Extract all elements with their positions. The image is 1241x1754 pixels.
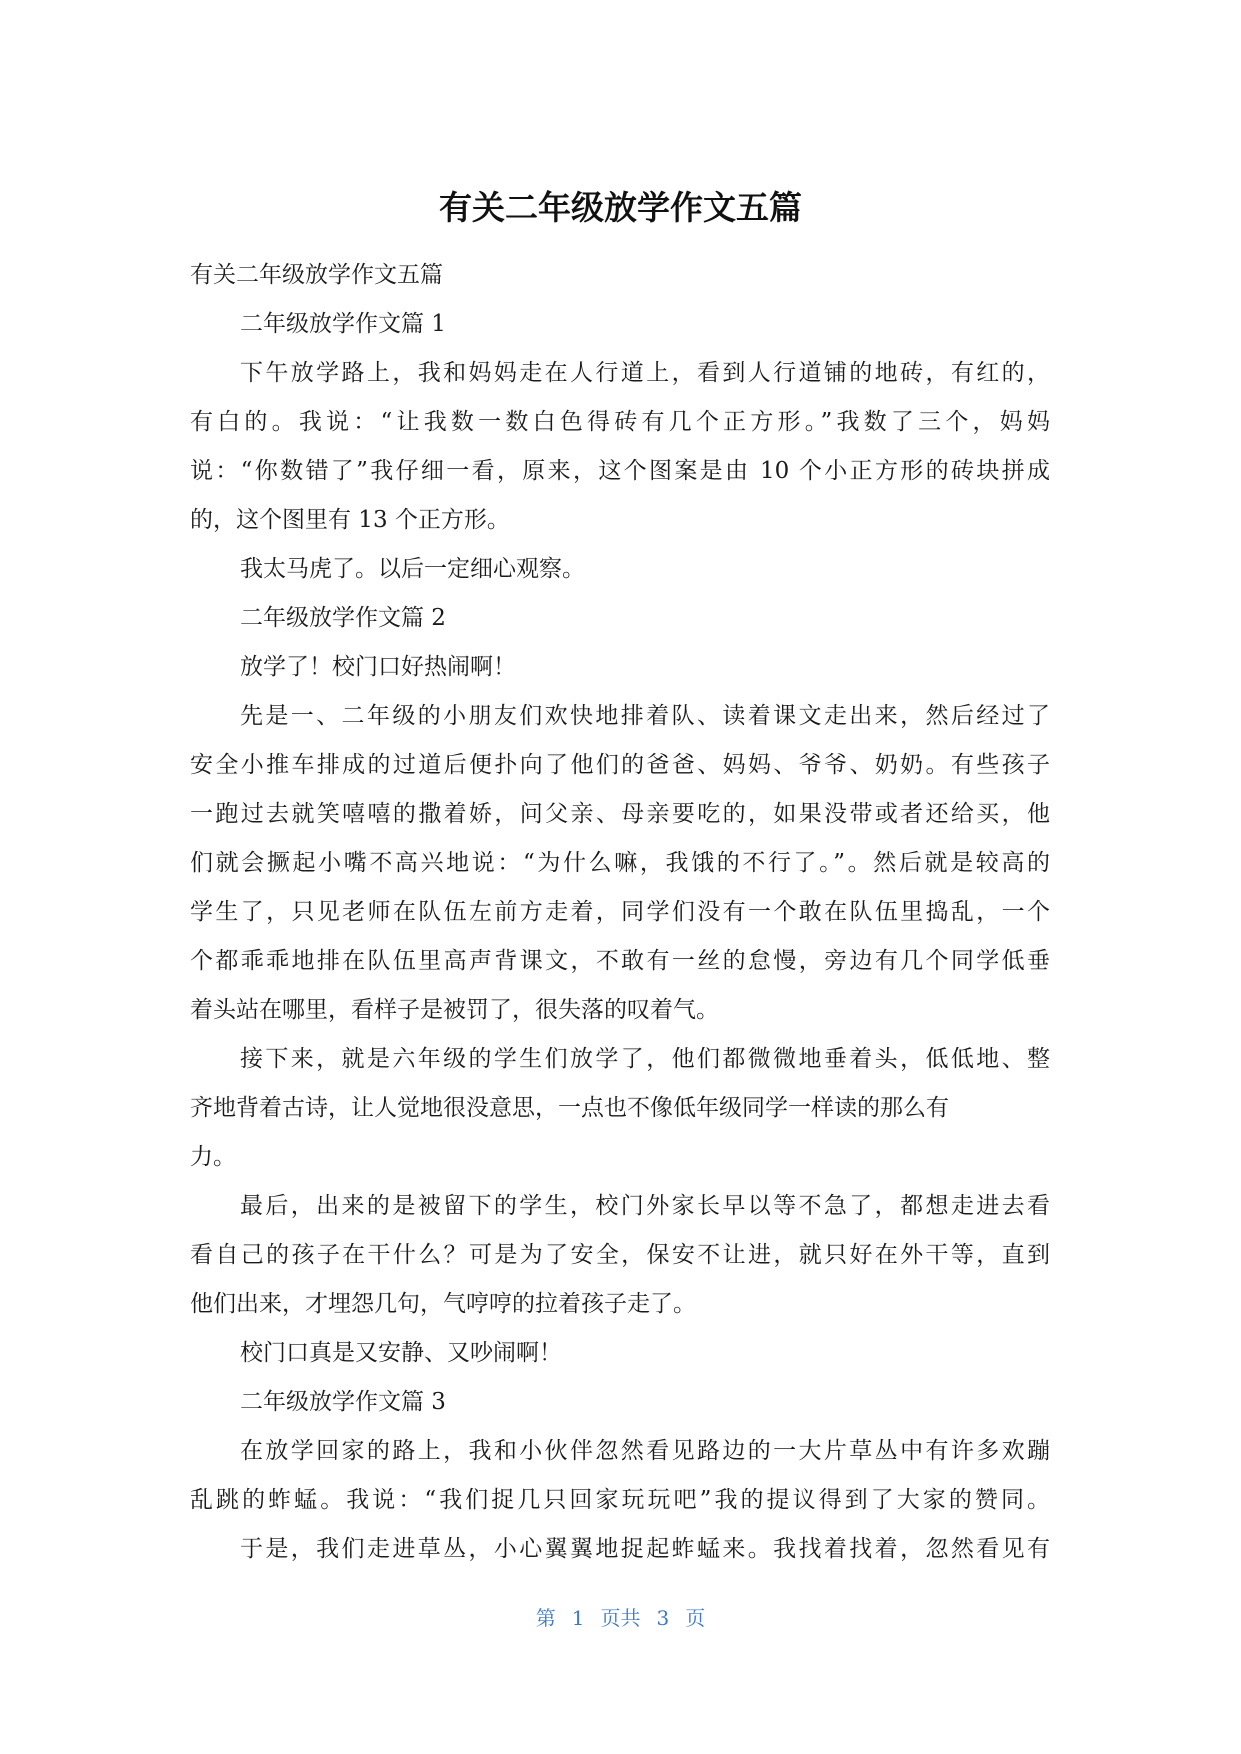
footer-page-label: 第 [535, 1606, 556, 1630]
text-line: 在放学回家的路上，我和小伙伴忽然看见路边的一大片草丛中有许多欢蹦 [240, 1438, 1050, 1464]
text-line: 安全小推车排成的过道后便扑向了他们的爸爸、妈妈、爷爷、奶奶。有些孩子 [190, 752, 1050, 778]
text-line: 看自己的孩子在干什么？可是为了安全，保安不让进，就只好在外干等，直到 [190, 1242, 1050, 1268]
text-line: 下午放学路上，我和妈妈走在人行道上，看到人行道铺的地砖，有红的， [240, 360, 1050, 386]
footer-page-number: 1 [571, 1606, 585, 1630]
text-line: 我太马虎了。以后一定细心观察。 [240, 556, 585, 582]
text-line: 乱跳的蚱蜢。我说：“我们捉几只回家玩玩吧”我的提议得到了大家的赞同。 [190, 1487, 1050, 1513]
text-line: 于是，我们走进草丛，小心翼翼地捉起蚱蜢来。我找着找着，忽然看见有 [240, 1536, 1050, 1562]
text-line: 们就会撅起小嘴不高兴地说：“为什么嘛，我饿的不行了。”。然后就是较高的 [190, 850, 1050, 876]
text-line: 的，这个图里有 13 个正方形。 [190, 507, 510, 533]
text-line: 二年级放学作文篇 3 [240, 1389, 446, 1415]
text-line: 学生了，只见老师在队伍左前方走着，同学们没有一个敢在队伍里捣乱，一个 [190, 899, 1050, 925]
text-line: 着头站在哪里，看样子是被罚了，很失落的叹着气。 [190, 997, 719, 1023]
text-line: 接下来，就是六年级的学生们放学了，他们都微微地垂着头，低低地、整 [240, 1046, 1050, 1072]
text-line: 二年级放学作文篇 1 [240, 311, 446, 337]
footer-total-pages: 3 [656, 1606, 670, 1630]
text-line: 有关二年级放学作文五篇 [190, 262, 443, 288]
document-title: 有关二年级放学作文五篇 [439, 188, 802, 227]
text-line: 二年级放学作文篇 2 [240, 605, 446, 631]
text-line: 校门口真是又安静、又吵闹啊！ [240, 1340, 562, 1366]
text-line: 最后，出来的是被留下的学生，校门外家长早以等不急了，都想走进去看 [240, 1193, 1050, 1219]
text-line: 个都乖乖地排在队伍里高声背课文，不敢有一丝的怠慢，旁边有几个同学低垂 [190, 948, 1050, 974]
text-line: 放学了！校门口好热闹啊！ [240, 654, 516, 680]
text-line: 齐地背着古诗，让人觉地很没意思，一点也不像低年级同学一样读的那么有 [190, 1095, 949, 1121]
document-body [190, 251, 1050, 1574]
page-footer [0, 1604, 1241, 1632]
text-line: 力。 [190, 1144, 236, 1170]
footer-page-mid: 页共 [600, 1606, 641, 1630]
text-line: 有白的。我说：“让我数一数白色得砖有几个正方形。”我数了三个，妈妈 [190, 409, 1050, 435]
text-line: 先是一、二年级的小朋友们欢快地排着队、读着课文走出来，然后经过了 [240, 703, 1050, 729]
text-line: 一跑过去就笑嘻嘻的撒着娇，问父亲、母亲要吃的，如果没带或者还给买，他 [190, 801, 1050, 827]
text-line: 说：“你数错了”我仔细一看，原来，这个图案是由 10 个小正方形的砖块拼成 [190, 458, 1050, 484]
text-line: 他们出来，才埋怨几句，气哼哼的拉着孩子走了。 [190, 1291, 696, 1317]
footer-page-end: 页 [685, 1606, 706, 1630]
